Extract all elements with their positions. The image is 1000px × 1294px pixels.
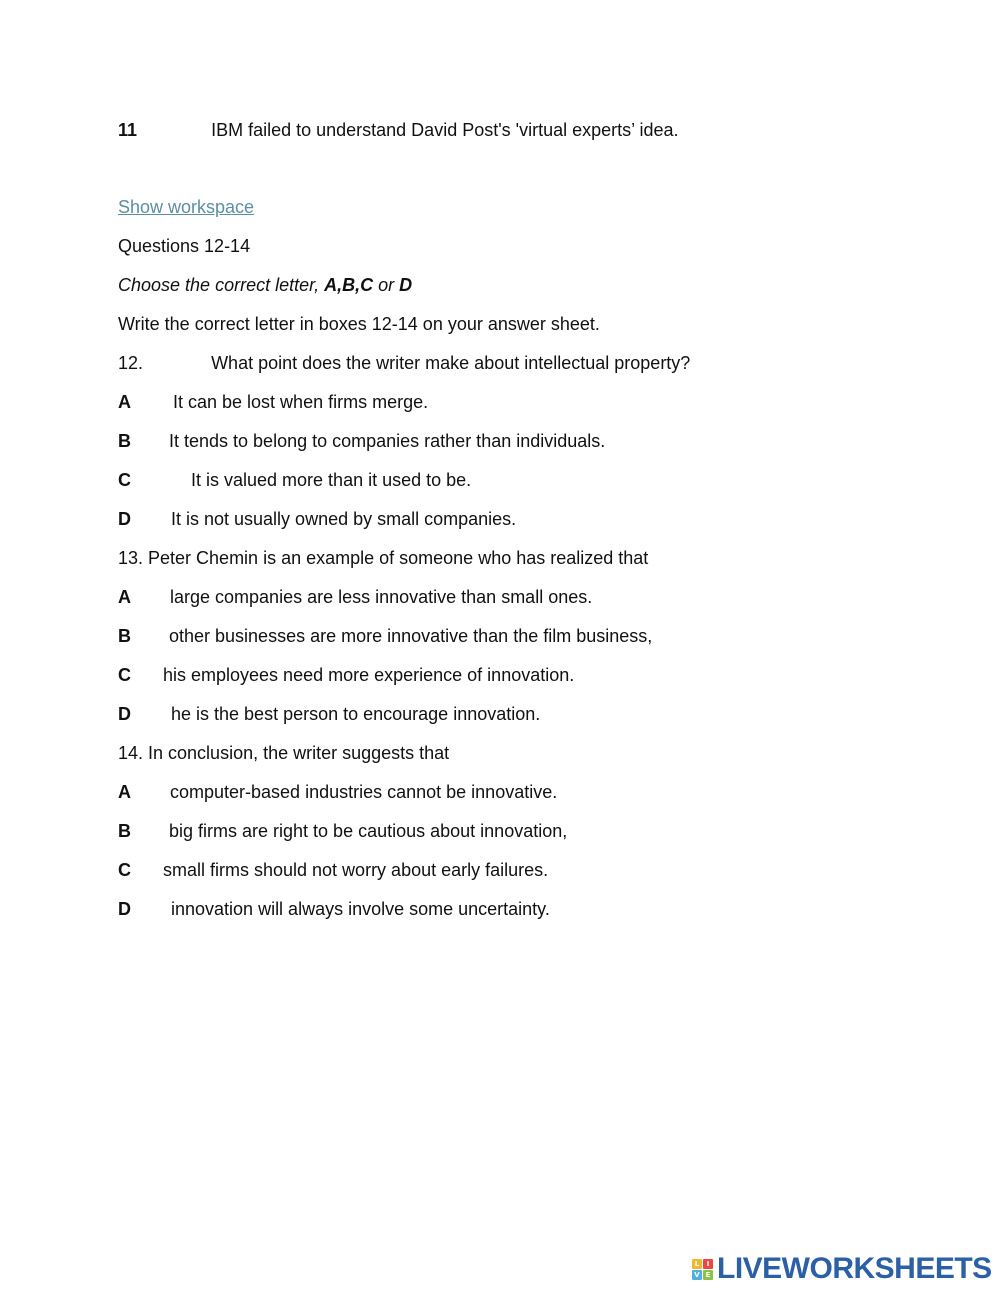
logo-text: LIVEWORKSHEETS	[717, 1252, 992, 1285]
option-row	[118, 430, 605, 452]
option-row	[118, 859, 548, 881]
option-text: It tends to belong to companies rather than individuals.	[169, 431, 606, 451]
option-text: other businesses are more innovative than the film business,	[169, 626, 653, 646]
option-row	[118, 898, 550, 920]
option-text: big firms are right to be cautious about innovation,	[169, 821, 568, 841]
statement-11	[118, 119, 679, 141]
option-row	[118, 820, 567, 842]
option-row	[118, 781, 557, 803]
option-letter: A	[118, 782, 131, 802]
option-text: his employees need more experience of innovation.	[163, 665, 575, 685]
option-letter: D	[118, 899, 131, 919]
option-row	[118, 703, 540, 725]
write-instruction: Write the correct letter in boxes 12-14 on your answer sheet.	[118, 314, 600, 334]
logo-tile: L	[692, 1259, 702, 1269]
question-12-stem: 12. What point does the writer make about intellectual property?	[118, 353, 691, 373]
option-letter: D	[118, 704, 131, 724]
liveworksheets-logo[interactable]	[692, 1254, 992, 1284]
option-letter: C	[118, 665, 131, 685]
option-text: It is not usually owned by small companies.	[171, 509, 517, 529]
option-letter: C	[118, 470, 131, 490]
option-letter: B	[118, 431, 131, 451]
option-text: computer-based industries cannot be innovative.	[170, 782, 558, 802]
option-row	[118, 586, 592, 608]
option-text: It can be lost when firms merge.	[173, 392, 429, 412]
option-letter: A	[118, 392, 131, 412]
logo-tile: E	[703, 1270, 713, 1280]
statement-number: 11	[118, 120, 138, 140]
option-letter: C	[118, 860, 131, 880]
option-letter: B	[118, 626, 131, 646]
option-text: small firms should not worry about early failures.	[163, 860, 549, 880]
option-text: he is the best person to encourage innovation.	[171, 704, 541, 724]
question-14-stem: 14. In conclusion, the writer suggests that	[118, 743, 450, 763]
logo-tiles-icon	[692, 1259, 713, 1280]
option-text: innovation will always involve some uncertainty.	[171, 899, 550, 919]
option-letter: D	[118, 509, 131, 529]
option-letter: B	[118, 821, 131, 841]
option-row	[118, 469, 471, 491]
option-text: large companies are less innovative than small ones.	[170, 587, 593, 607]
statement-text: IBM failed to understand David Post's 'virtual experts’ idea.	[211, 120, 679, 140]
show-workspace-link[interactable]: Show workspace	[118, 197, 255, 217]
logo-tile: I	[703, 1259, 713, 1269]
logo-tile: V	[692, 1270, 702, 1280]
option-text: It is valued more than it used to be.	[191, 470, 472, 490]
choose-instruction: Choose the correct letter, A,B,C or D	[118, 275, 413, 295]
option-row	[118, 391, 428, 413]
question-13-stem: 13. Peter Chemin is an example of someone who has realized that	[118, 548, 649, 568]
option-row	[118, 664, 574, 686]
option-letter: A	[118, 587, 131, 607]
option-row	[118, 625, 652, 647]
option-row	[118, 508, 516, 530]
section-heading: Questions 12-14	[118, 236, 251, 256]
